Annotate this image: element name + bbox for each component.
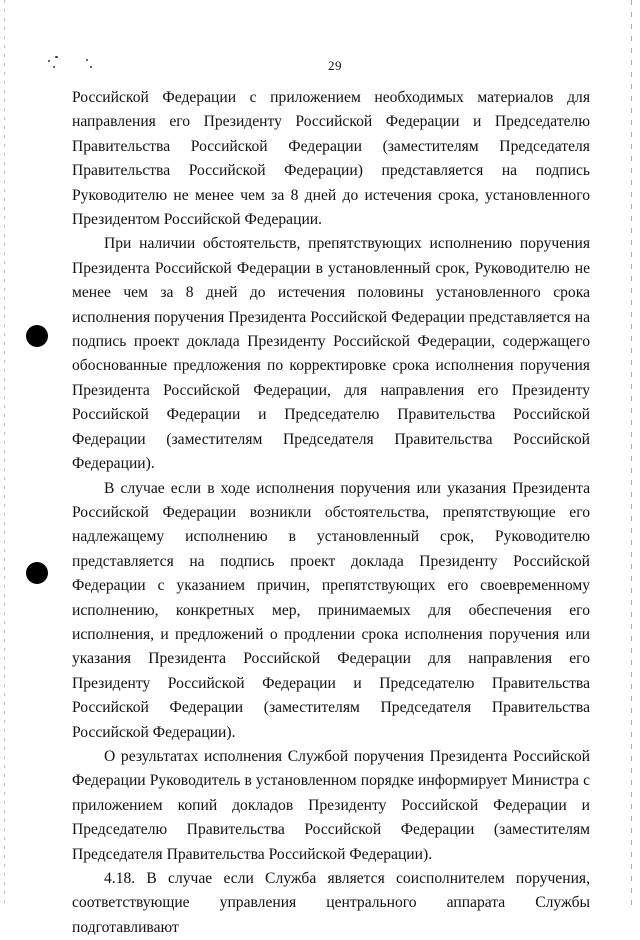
scan-edge-right	[631, 0, 632, 905]
body-text	[72, 86, 590, 940]
paragraph-1: Российской Федерации с приложением необходимых материалов для направления его Президенту Российской Федерации и Председателю Правительства Российской Федерации (заместителям Председателя Правительства Российской Федерации) представляется на подпись Руководителю не менее чем за 8 дней до истечения срока, установленного Президентом Российской Федерации.	[72, 89, 590, 229]
page-number: 29	[328, 58, 342, 73]
paragraph-5: 4.18. В случае если Служба является соисполнителем поручения, соответствующие управления центрального аппарата Службы подготавливают	[72, 870, 590, 936]
scan-edge-left	[4, 0, 5, 905]
binder-punch-hole-top	[26, 325, 48, 347]
paragraph-4: О результатах исполнения Службой поручения Президента Российской Федерации Руководитель в установленном порядке информирует Министра с приложением копий докладов Президенту Российской Федерации и Председателю Правительства Российской Федерации (заместителям Председателя Правительства Российской Федерации).	[72, 747, 590, 863]
paragraph-2: При наличии обстоятельств, препятствующих исполнению поручения Президента Российской Федерации в установленный срок, Руководителю не менее чем за 8 дней до истечения половины установленного срока исполнения поручения Президента Российской Федерации представляется на подпись проект доклада Президенту Российской Федерации, содержащего обоснованные предложения по корректировке срока исполнения поручения Президента Российской Федерации, для направления его Президенту Российской Федерации и Председателю Правительства Российской Федерации (заместителям Председателя Правительства Российской Федерации).	[72, 235, 590, 473]
binder-punch-hole-bottom	[26, 562, 48, 584]
paragraph-3: В случае если в ходе исполнения поручения или указания Президента Российской Федерации возникли обстоятельства, препятствующие его надлежащему исполнению в установленный срок, Руководителю представляется на подпись проект доклада Президенту Российской Федерации с указанием причин, препятствующих его своевременному исполнению, конкретных мер, принимаемых для обеспечения его исполнения, и предложений о продлении срока исполнения поручения или указания Президента Российской Федерации для направления его Президенту Российской Федерации и Председателю Правительства Российской Федерации (заместителям Председателя Правительства Российской Федерации).	[72, 479, 590, 741]
